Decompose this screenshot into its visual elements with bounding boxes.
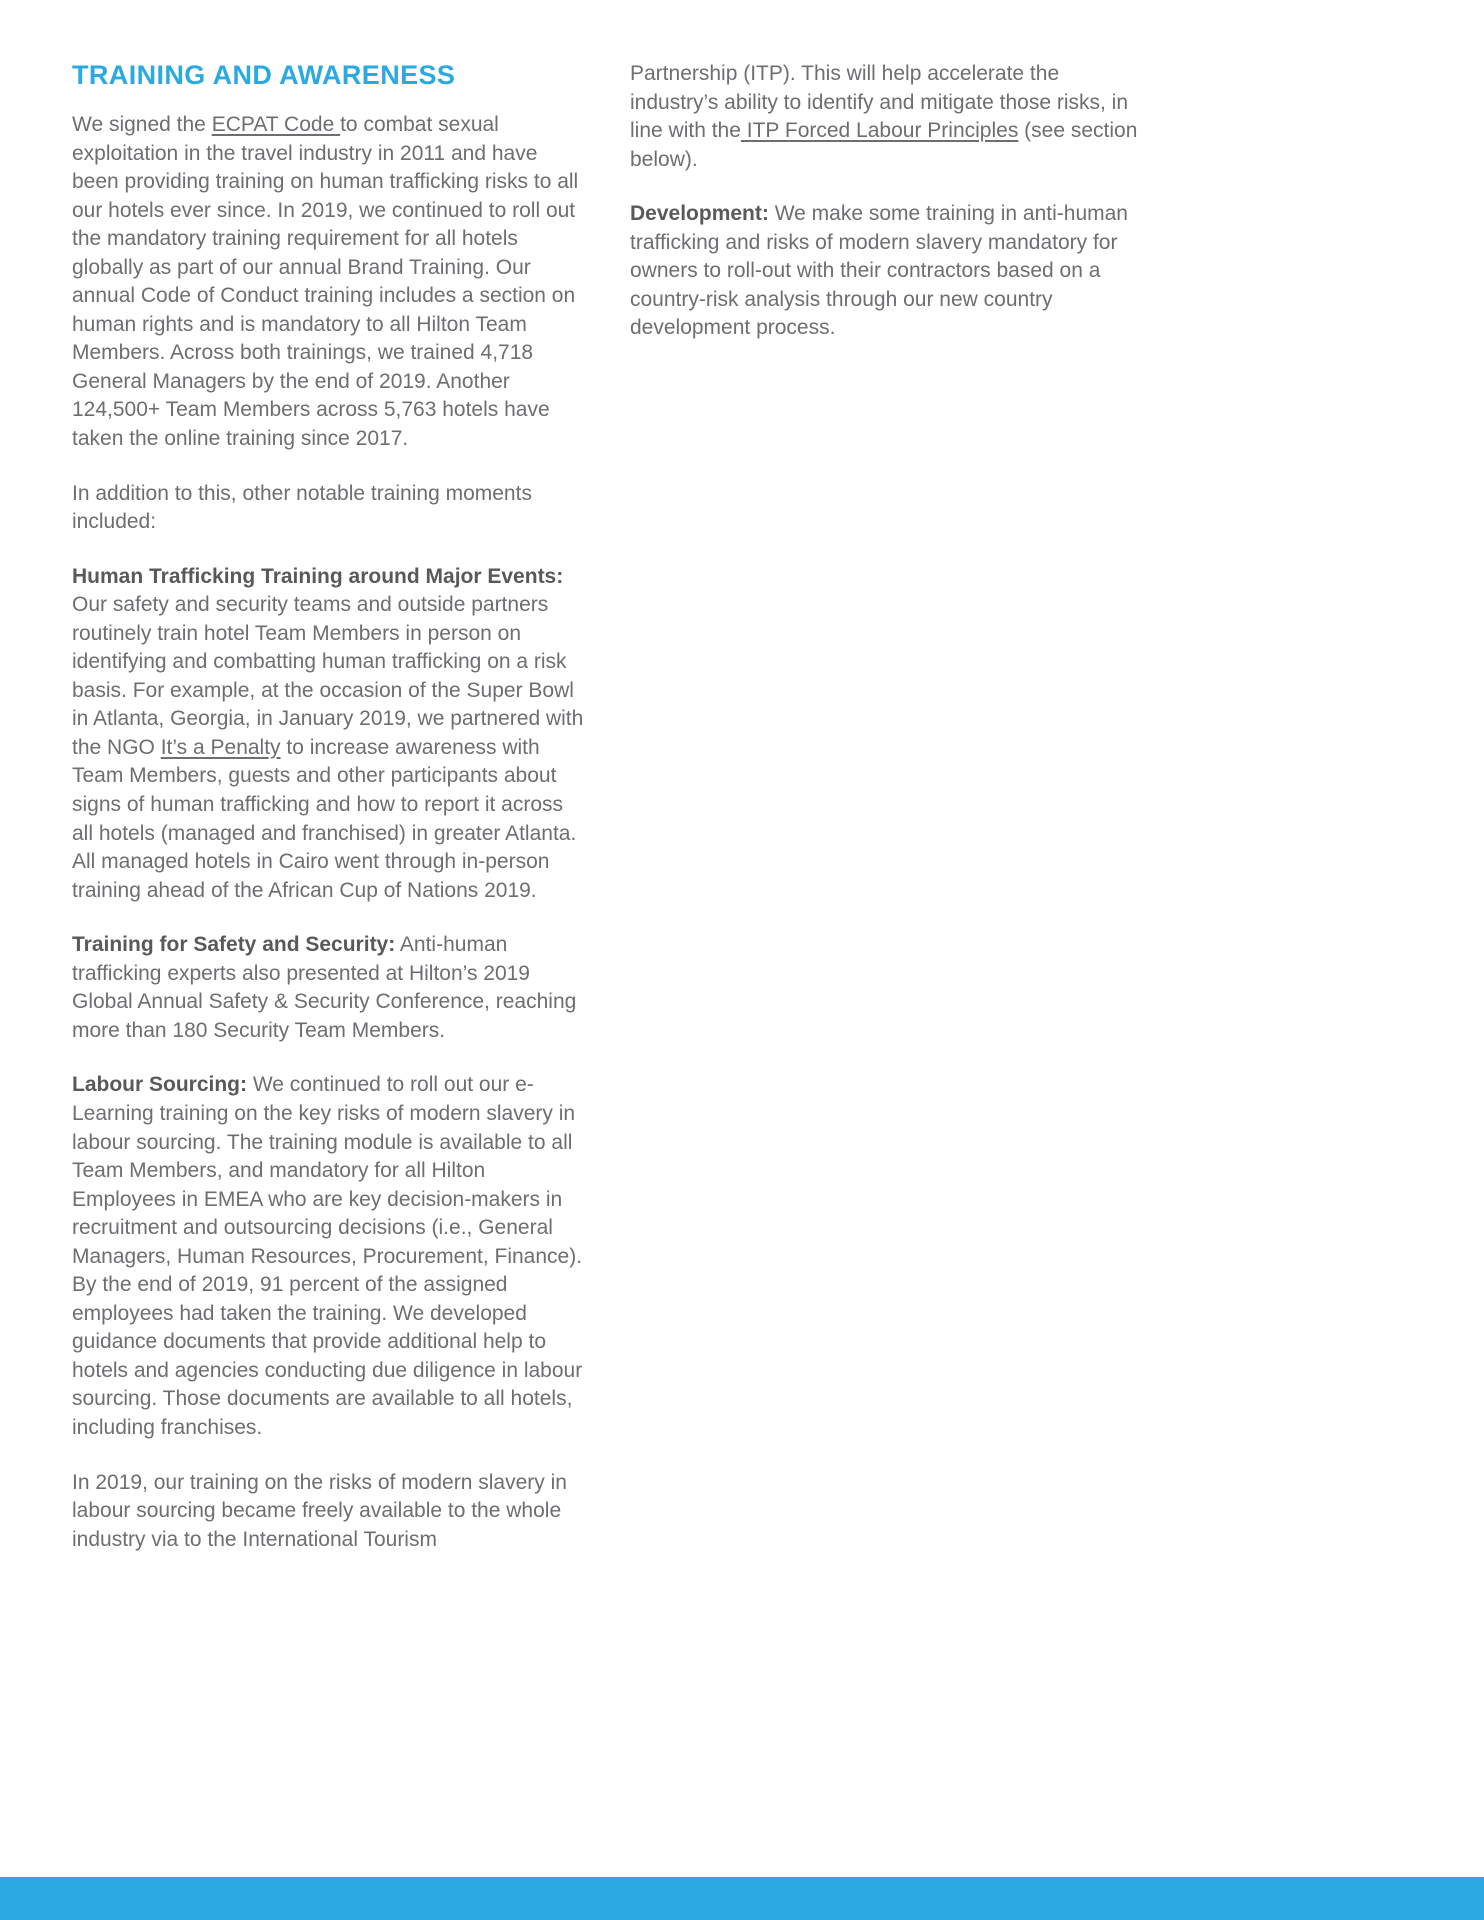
paragraph-lead-safety-security: Training for Safety and Security: xyxy=(72,933,396,957)
paragraph-lead-development: Development: xyxy=(630,202,769,226)
paragraph-major-events xyxy=(72,563,586,906)
text-run: Our safety and security teams and outside partners routinely train hotel Team Members in person on identifying and combatting human trafficking on a risk basis. For example, at the occasion of the Super Bowl in Atlanta, Georgia, in January 2019, we partnered with the NGO xyxy=(72,593,584,759)
paragraph-safety-security xyxy=(72,931,586,1045)
footer-accent-bar xyxy=(0,1877,1484,1920)
paragraph-notable-moments: In addition to this, other notable training moments included: xyxy=(72,481,532,534)
paragraph-lead-labour-sourcing: Labour Sourcing: xyxy=(72,1073,247,1097)
section-heading: TRAINING AND AWARENESS xyxy=(72,60,456,90)
text-run: Partnership (ITP). This will help accelerate the industry’s ability to identify and mitigate those risks, in line with the xyxy=(630,62,1129,143)
paragraph-itp-lead-in: In 2019, our training on the risks of modern slavery in labour sourcing became freely available to the whole industry via to the International Tourism xyxy=(72,1470,567,1551)
paragraph-itp-continuation xyxy=(630,60,1144,174)
paragraph-ecpat-intro xyxy=(72,111,586,454)
paragraph-lead-major-events: Human Trafficking Training around Major Events: xyxy=(72,564,564,588)
text-run: to increase awareness with Team Members, guests and other participants about signs of human trafficking and how to report it across all hotels (managed and franchised) in greater Atlanta. All managed hotels in Cairo went through in-person training ahead of the African Cup of Nations 2019. xyxy=(72,735,577,902)
itp-forced-labour-principles-link[interactable]: ITP Forced Labour Principles xyxy=(740,119,1019,143)
text-run: We continued to roll out our e-Learning training on the key risks of modern slavery in labour sourcing. The training module is available to all Team Members, and mandatory for all Hilton Employees in EMEA who are key decision-makers in recruitment and outsourcing decisions (i.e., General Managers, Human Resources, Procurement, Finance). By the end of 2019, 91 percent of the assigned employees had taken the training. We developed guidance documents that provide additional help to hotels and agencies conducting due diligence in labour sourcing. Those documents are available to all hotels, including franchises. xyxy=(72,1073,583,1439)
left-column xyxy=(72,60,586,1580)
paragraph-labour-sourcing xyxy=(72,1071,586,1442)
text-run: We make some training in anti-human trafficking and risks of modern slavery mandatory for owners to roll-out with their contractors based on a country-risk analysis through our new country development process. xyxy=(630,202,1128,340)
ecpat-code-link[interactable]: ECPAT Code xyxy=(211,113,341,136)
text-run: to combat sexual exploitation in the travel industry in 2011 and have been providing training on human trafficking risks to all our hotels ever since. In 2019, we continued to roll out the mandatory training requirement for all hotels globally as part of our annual Brand Training. Our annual Code of Conduct training includes a section on human rights and is mandatory to all Hilton Team Members. Across both trainings, we trained 4,718 General Managers by the end of 2019. Another 124,500+ Team Members across 5,763 hotels have taken the online training since 2017. xyxy=(72,113,579,451)
text-run: We signed the xyxy=(72,113,212,136)
its-a-penalty-link[interactable]: It’s a Penalty xyxy=(160,735,281,759)
right-column xyxy=(630,60,1144,1580)
text-run: Anti-human trafficking experts also presented at Hilton’s 2019 Global Annual Safety & Security Conference, reaching more than 180 Security Team Members. xyxy=(72,933,577,1042)
paragraph-development xyxy=(630,200,1144,343)
text-run: (see section below). xyxy=(630,119,1138,171)
